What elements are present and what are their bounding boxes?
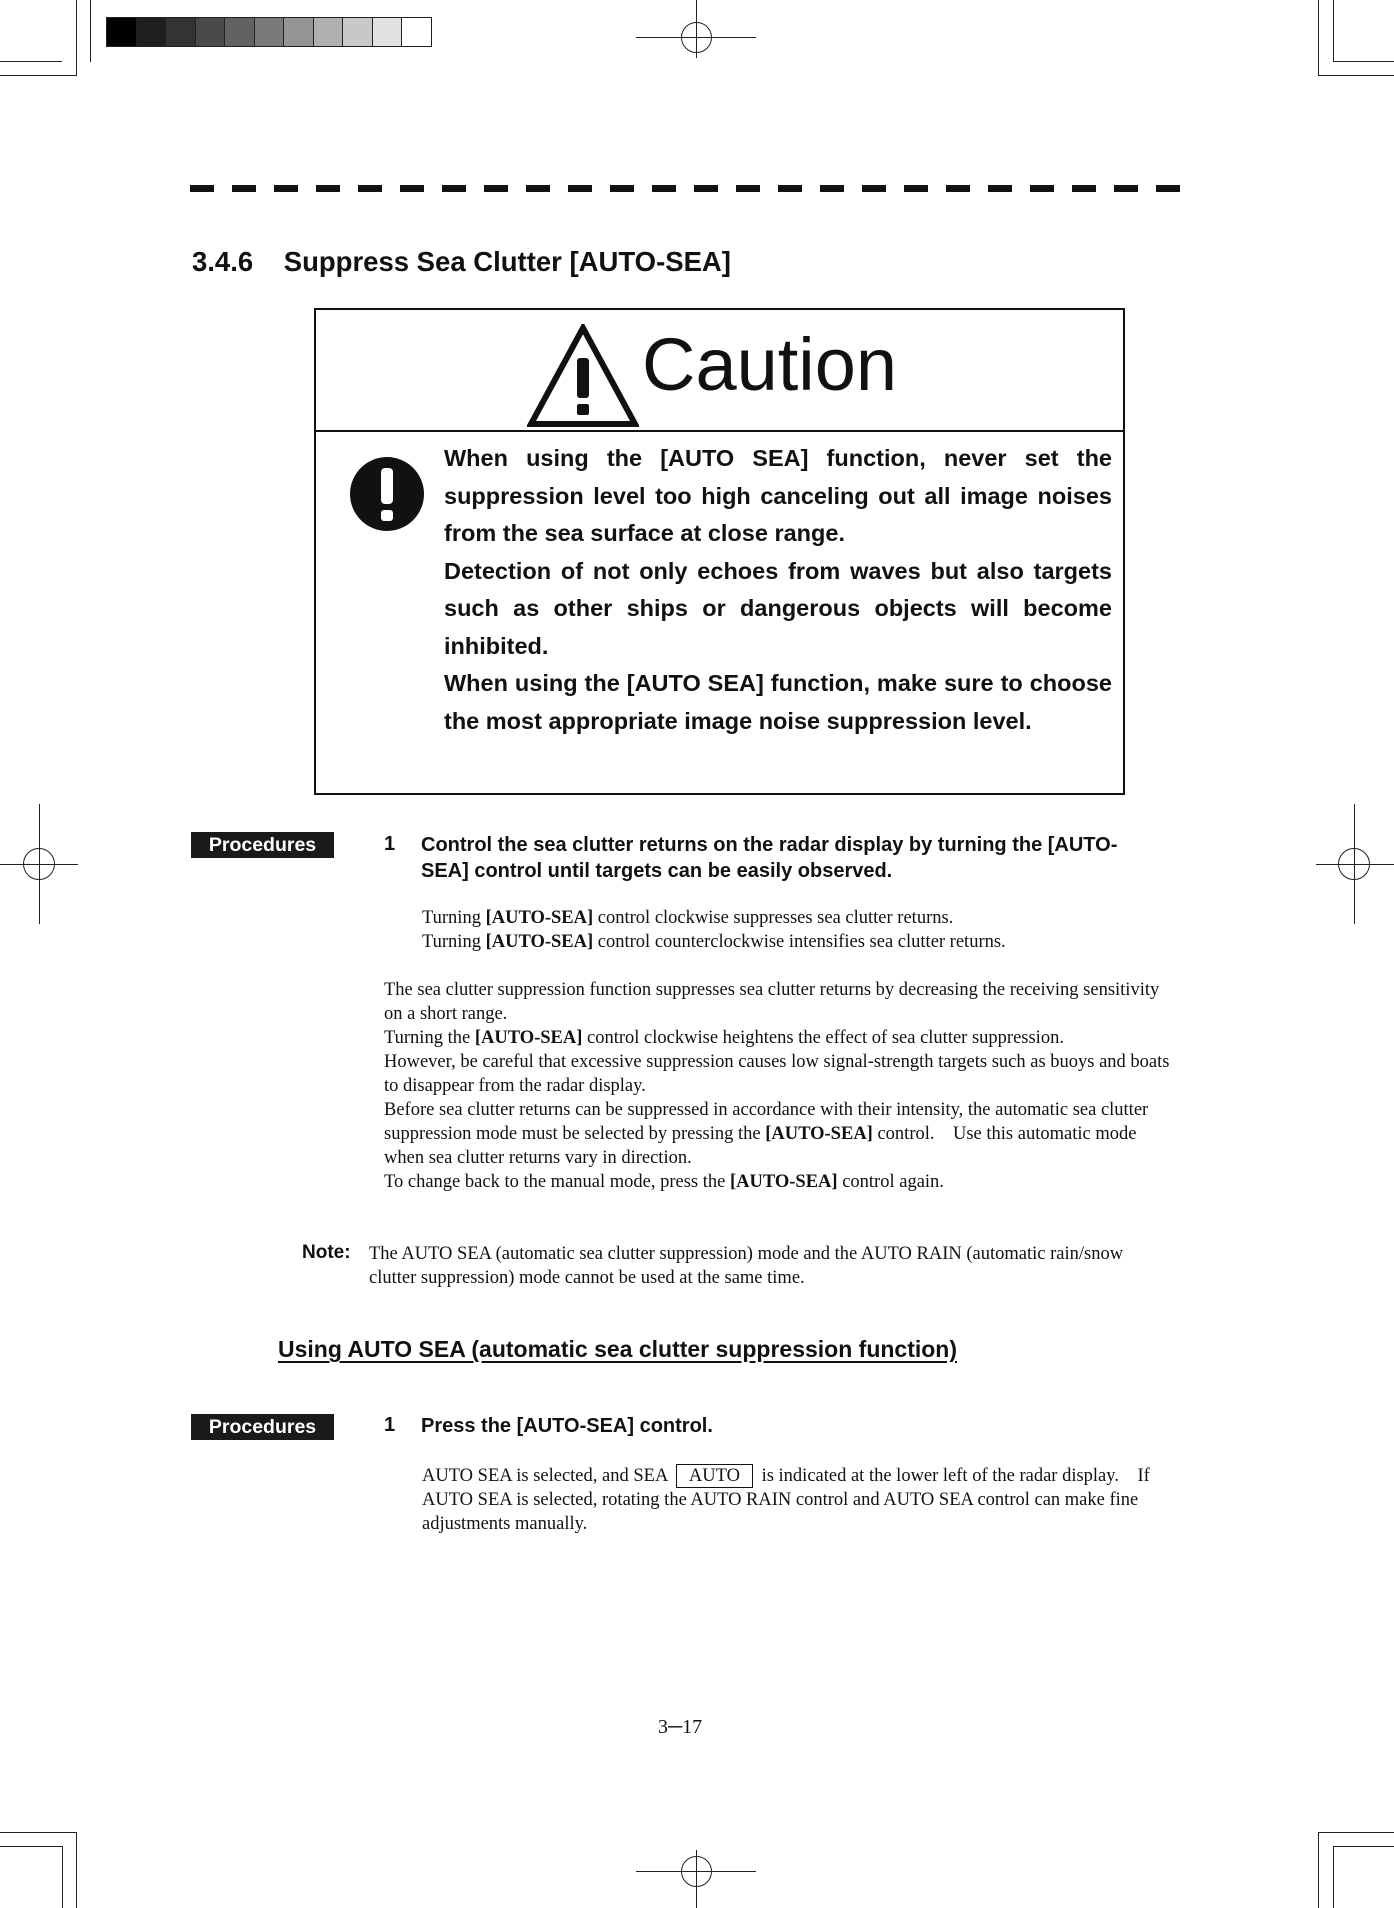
note-label: Note: xyxy=(302,1242,351,1263)
crop-mark xyxy=(1333,0,1334,62)
step-number: 1 xyxy=(384,833,396,855)
crop-mark xyxy=(1333,1846,1334,1908)
step-text: Control the sea clutter returns on the radar display by turning the [AUTO-SEA] control until targets can be easily observed. xyxy=(421,834,1118,882)
grayscale-swatch xyxy=(165,18,195,46)
crop-mark xyxy=(90,0,91,62)
crop-mark xyxy=(1318,1832,1319,1908)
grayscale-swatch xyxy=(313,18,343,46)
crop-mark xyxy=(62,1846,63,1908)
rule-dash xyxy=(1030,185,1054,192)
text-run: Turning xyxy=(422,932,486,952)
text-run: AUTO SEA is selected, and SEA xyxy=(422,1466,672,1486)
text-run: control again. xyxy=(837,1172,944,1192)
rule-dash xyxy=(316,185,340,192)
crop-mark xyxy=(76,0,77,76)
rule-dash xyxy=(1072,185,1096,192)
rule-dash xyxy=(568,185,592,192)
crop-mark xyxy=(0,61,62,62)
control-name: [AUTO-SEA] xyxy=(729,1172,838,1192)
explanation-paragraph xyxy=(384,1026,1174,1050)
caution-paragraph: When using the [AUTO SEA] function, never set the suppression level too high canceling out all image noises from the sea surface at close range. xyxy=(444,445,1112,546)
rule-dash xyxy=(778,185,802,192)
step-text: Press the [AUTO-SEA] control. xyxy=(421,1415,713,1437)
explanation-paragraph xyxy=(384,1098,1174,1170)
explanation-paragraph: However, be careful that excessive suppression causes low signal-strength targets such as buoys and boats to disappear from the radar display. xyxy=(384,1052,1170,1096)
grayscale-swatch xyxy=(372,18,402,46)
caution-header xyxy=(316,310,1123,432)
caution-text xyxy=(444,440,1112,740)
crop-mark xyxy=(1318,75,1394,76)
note-text: The AUTO SEA (automatic sea clutter suppression) mode and the AUTO RAIN (automatic rain/snow clutter suppression) mode cannot be used at the same time. xyxy=(369,1244,1124,1288)
caution-box xyxy=(314,308,1125,795)
crop-mark xyxy=(1333,1846,1394,1847)
rule-dash xyxy=(400,185,424,192)
text-run: control clockwise suppresses sea clutter returns. xyxy=(593,908,954,928)
grayscale-swatch xyxy=(224,18,254,46)
caution-paragraph: When using the [AUTO SEA] function, make sure to choose the most appropriate image noise suppression level. xyxy=(444,670,1112,734)
rule-dash xyxy=(442,185,466,192)
crop-mark xyxy=(1333,61,1394,62)
rule-dash xyxy=(736,185,760,192)
registration-mark xyxy=(23,848,55,880)
rule-dash xyxy=(862,185,886,192)
caution-heading: Caution xyxy=(642,323,898,406)
rule-dash xyxy=(694,185,718,192)
crop-mark xyxy=(1318,1832,1394,1833)
text-run: is indicated at the lower left of the radar display. If AUTO SEA is selected, rotating the AUTO RAIN control and AUTO SEA control can make fine adjustments manually. xyxy=(422,1466,1154,1534)
text-run: Turning the xyxy=(384,1028,475,1048)
control-name: [AUTO-SEA] xyxy=(485,932,594,952)
header-dashed-rule xyxy=(190,185,1180,192)
explanation-paragraph: The sea clutter suppression function suppresses sea clutter returns by decreasing the receiving sensitivity on a short range. xyxy=(384,980,1160,1024)
rule-dash xyxy=(610,185,634,192)
text-run: To change back to the manual mode, press the xyxy=(384,1172,730,1192)
procedures-badge: Procedures xyxy=(191,832,334,858)
rule-dash xyxy=(274,185,298,192)
instruction-line xyxy=(422,930,1202,954)
rule-dash xyxy=(232,185,256,192)
grayscale-calibration-strip xyxy=(106,17,432,47)
crop-mark xyxy=(1318,0,1319,76)
rule-dash xyxy=(358,185,382,192)
text-run: control. Use this automatic mode when sea clutter returns vary in direction. xyxy=(384,1124,1142,1168)
rule-dash xyxy=(988,185,1012,192)
grayscale-swatch xyxy=(195,18,225,46)
grayscale-swatch xyxy=(401,18,431,46)
crop-mark xyxy=(0,75,76,76)
registration-mark xyxy=(1338,848,1370,880)
grayscale-swatch xyxy=(107,18,136,46)
rule-dash xyxy=(946,185,970,192)
control-name: [AUTO-SEA] xyxy=(474,1028,583,1048)
grayscale-swatch xyxy=(283,18,313,46)
text-run: control counterclockwise intensifies sea clutter returns. xyxy=(593,932,1006,952)
grayscale-swatch xyxy=(342,18,372,46)
rule-dash xyxy=(526,185,550,192)
warning-triangle-icon xyxy=(527,324,639,428)
step-description xyxy=(422,1464,1182,1536)
grayscale-swatch xyxy=(136,18,166,46)
registration-mark xyxy=(681,1856,712,1887)
section-title: 3.4.6 Suppress Sea Clutter [AUTO-SEA] xyxy=(192,246,731,277)
instruction-line xyxy=(422,906,1202,930)
explanation-text xyxy=(384,978,1174,1194)
rule-dash xyxy=(652,185,676,192)
sea-auto-indicator: AUTO xyxy=(676,1464,753,1488)
subsection-heading: Using AUTO SEA (automatic sea clutter suppression function) xyxy=(278,1336,958,1362)
turning-instructions xyxy=(422,906,1202,954)
text-run: Before sea clutter returns can be suppressed in accordance with their intensity, the automatic sea clutter suppression mode must be selected by pressing the xyxy=(384,1100,1149,1144)
step-number: 1 xyxy=(384,1414,396,1436)
text-run: Turning xyxy=(422,908,486,928)
rule-dash xyxy=(190,185,214,192)
caution-paragraph: Detection of not only echoes from waves but also targets such as other ships or dangerous objects will become inhibited. xyxy=(444,557,1112,659)
rule-dash xyxy=(820,185,844,192)
rule-dash xyxy=(1156,185,1180,192)
crop-mark xyxy=(0,1832,76,1833)
explanation-paragraph xyxy=(384,1170,1174,1194)
rule-dash xyxy=(904,185,928,192)
procedures-badge: Procedures xyxy=(191,1414,334,1440)
rule-dash xyxy=(484,185,508,192)
text-run: control clockwise heightens the effect of sea clutter suppression. xyxy=(582,1028,1064,1048)
control-name: [AUTO-SEA] xyxy=(765,1124,873,1144)
rule-dash xyxy=(1114,185,1138,192)
exclamation-circle-icon xyxy=(349,456,425,532)
crop-mark xyxy=(0,1846,62,1847)
page-number: 3─17 xyxy=(658,1716,703,1738)
registration-mark xyxy=(681,22,712,53)
grayscale-swatch xyxy=(254,18,284,46)
crop-mark xyxy=(76,1832,77,1908)
control-name: [AUTO-SEA] xyxy=(485,908,594,928)
